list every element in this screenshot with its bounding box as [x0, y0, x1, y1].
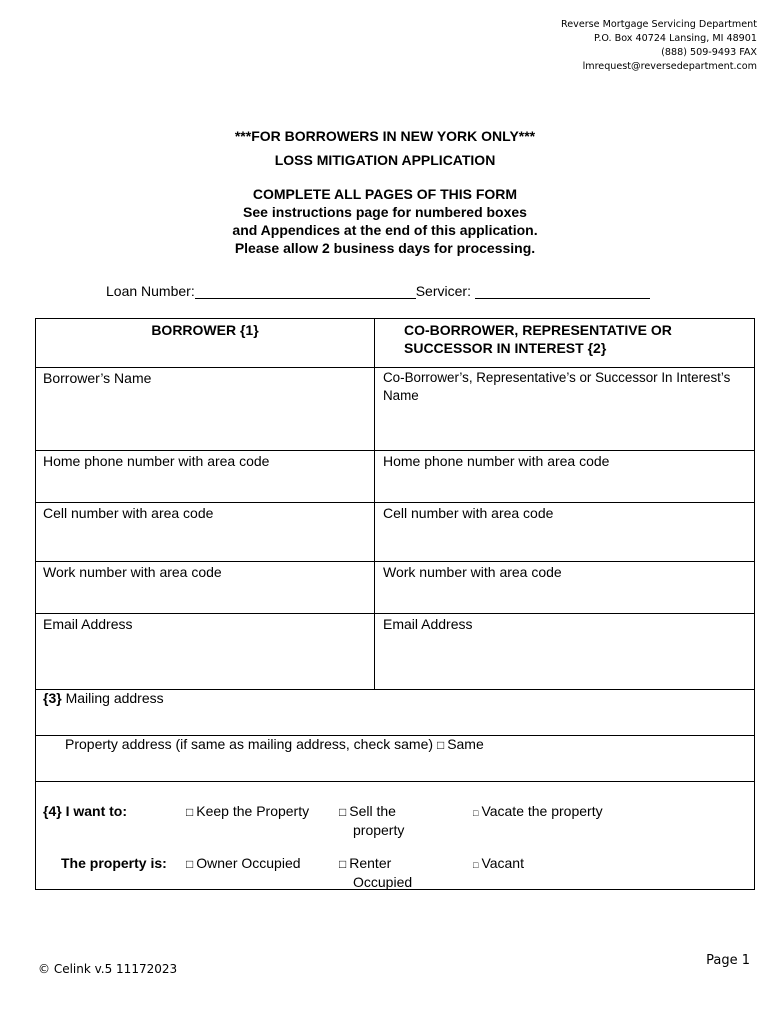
vacate-property-option[interactable] — [473, 802, 653, 822]
form-instructions — [0, 185, 770, 257]
instruction-appendices: and Appendices at the end of this application. — [232, 222, 538, 238]
title-new-york: ***FOR BORROWERS IN NEW YORK ONLY*** — [234, 128, 536, 144]
vacate-checkbox[interactable]: □ — [473, 808, 479, 818]
coborrower-work-phone-field[interactable] — [383, 563, 748, 611]
fax-number: (888) 509-9493 FAX — [661, 47, 757, 58]
email-label: Email Address — [43, 616, 133, 632]
keep-checkbox[interactable]: □ — [186, 805, 194, 819]
contact-email: lmrequest@reversedepartment.com — [582, 61, 757, 72]
loan-number-field[interactable] — [195, 283, 416, 299]
work-number-label: Work number with area code — [43, 564, 222, 580]
renter-label: Renter Occupied — [349, 855, 413, 890]
column-divider — [374, 319, 375, 689]
email-label: Email Address — [383, 616, 473, 632]
row-divider — [36, 367, 754, 368]
same-checkbox[interactable]: □ — [436, 738, 445, 752]
mailing-address-label: Mailing address — [65, 690, 164, 706]
instruction-processing: Please allow 2 business days for processing. — [234, 240, 536, 256]
borrower-info-table — [35, 318, 755, 890]
title-application: LOSS MITIGATION APPLICATION — [274, 152, 496, 168]
copyright-version: © Celink v.5 11172023 — [38, 962, 178, 976]
keep-property-option[interactable] — [186, 802, 336, 821]
loan-servicer-row — [106, 283, 650, 299]
servicer-address-block — [561, 18, 757, 74]
owner-checkbox[interactable]: □ — [186, 857, 194, 871]
vacate-label: Vacate the property — [481, 803, 603, 819]
intent-label: {4} I want to: — [43, 803, 128, 819]
coborrower-email-field[interactable] — [383, 615, 748, 687]
cell-number-label: Cell number with area code — [43, 505, 214, 521]
coborrower-cell-field[interactable] — [383, 504, 748, 559]
home-phone-label: Home phone number with area code — [383, 453, 610, 469]
same-label: Same — [447, 736, 484, 752]
sell-label: Sell the property — [349, 803, 405, 838]
borrower-name-field[interactable] — [43, 369, 368, 449]
work-number-label: Work number with area code — [383, 564, 562, 580]
row-divider — [36, 613, 754, 614]
loan-number-label: Loan Number: — [106, 283, 195, 299]
department-name: Reverse Mortgage Servicing Department — [561, 19, 757, 30]
borrower-work-phone-field[interactable] — [43, 563, 368, 611]
mailing-box-number: {3} — [43, 690, 62, 706]
form-title — [0, 124, 770, 172]
keep-label: Keep the Property — [196, 803, 310, 819]
vacant-label: Vacant — [481, 855, 524, 871]
vacant-checkbox[interactable]: □ — [473, 860, 479, 870]
servicer-field[interactable] — [475, 283, 650, 299]
borrower-email-field[interactable] — [43, 615, 368, 687]
borrower-header: BORROWER {1} — [151, 322, 259, 338]
borrower-name-label: Borrower’s Name — [43, 370, 152, 386]
renter-checkbox[interactable]: □ — [339, 857, 347, 871]
renter-occupied-option[interactable] — [339, 854, 429, 891]
postal-address: P.O. Box 40724 Lansing, MI 48901 — [594, 33, 757, 44]
owner-occupied-option[interactable] — [186, 854, 336, 873]
vacant-option[interactable] — [473, 854, 653, 874]
row-divider — [36, 450, 754, 451]
mailing-address-field[interactable] — [43, 689, 748, 733]
row-divider — [36, 502, 754, 503]
home-phone-label: Home phone number with area code — [43, 453, 270, 469]
row-divider — [36, 561, 754, 562]
instruction-complete: COMPLETE ALL PAGES OF THIS FORM — [252, 186, 518, 202]
servicer-label: Servicer: — [415, 283, 471, 299]
instruction-numbered-boxes: See instructions page for numbered boxes — [243, 204, 527, 220]
cell-number-label: Cell number with area code — [383, 505, 554, 521]
property-address-field[interactable] — [65, 735, 745, 779]
row-divider — [36, 781, 754, 782]
coborrower-header: CO-BORROWER, REPRESENTATIVE OR SUCCESSOR IN INTEREST {2} — [404, 322, 672, 356]
sell-property-option[interactable] — [339, 802, 429, 839]
page-number: Page 1 — [706, 953, 750, 968]
coborrower-name-field[interactable] — [383, 369, 753, 449]
borrower-cell-field[interactable] — [43, 504, 368, 559]
occupancy-label: The property is: — [61, 855, 167, 871]
sell-checkbox[interactable]: □ — [339, 805, 347, 819]
owner-label: Owner Occupied — [196, 855, 301, 871]
coborrower-name-label: Co-Borrower’s, Representative’s or Successor In Interest’s Name — [383, 370, 731, 403]
borrower-home-phone-field[interactable] — [43, 452, 368, 500]
coborrower-home-phone-field[interactable] — [383, 452, 748, 500]
property-address-label: Property address (if same as mailing address, check same) — [65, 736, 434, 752]
